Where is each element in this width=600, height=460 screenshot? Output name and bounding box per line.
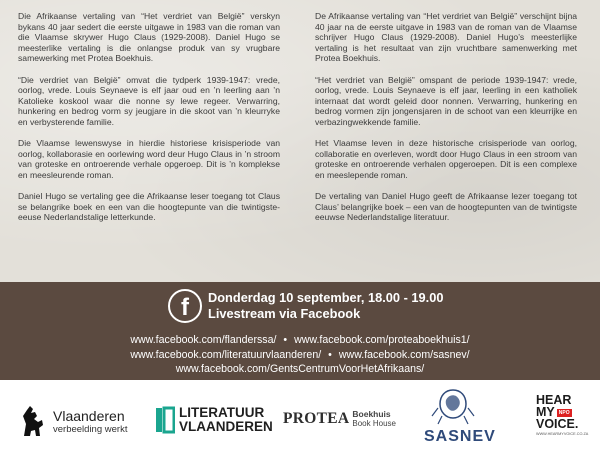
link-literatuurvlaanderen[interactable]: www.facebook.com/literatuurvlaanderen/ [130, 348, 322, 361]
afrikaans-paragraph: “Die verdriet van België” omvat die tydperk 1939-1947: vrede, oorlog, vrede. Louis Seynaeve is elf jaar oud en ’n leerling aan ’n Katolieke koskool waar die nonne sy lewe regeer. Verwarring, hunkering en bedrog vorm sy jeugjare in die skoot van ’n kleurryke en verbysterende familie. [18, 74, 280, 127]
hmv-my: MY [536, 405, 555, 419]
afrikaans-column [18, 11, 280, 233]
link-gentscentrum[interactable]: www.facebook.com/GentsCentrumVoorHetAfrikaans/ [175, 363, 425, 375]
links-row [0, 348, 600, 363]
protea-logo [283, 410, 396, 428]
flemish-lion-icon [20, 404, 46, 438]
sasnev-name: SASNEV [424, 428, 496, 445]
literatuur-line1: LITERATUUR [179, 405, 265, 420]
facebook-f-glyph: f [181, 294, 189, 321]
event-date-time: Donderdag 10 september, 18.00 - 19.00 [208, 290, 444, 305]
event-info [208, 290, 443, 322]
literatuur-mark-icon [155, 404, 175, 436]
vlaanderen-logo [53, 408, 127, 436]
dutch-paragraph: De Afrikaanse vertaling van “Het verdriet van België” verschijnt bijna 40 jaar na de eerste uitgave in 1983 van de roman van de Vlaamse schrijver Hugo Claus (1929-2008). Daniel Hugo’s meesterlijke vertaling is het resultaat van zijn vruchtbare samenwerking met Protea Boekhuis. [315, 11, 577, 64]
dutch-paragraph: De vertaling van Daniel Hugo geeft de Afrikaanse lezer toegang tot Claus’ belangrijke boek – een van de hoogtepunten van de twintigste eeuwse Nederlandstalige literatuur. [315, 191, 577, 223]
sponsor-logos [0, 380, 600, 460]
afrikaans-paragraph: Die Vlaamse lewenswyse in hierdie historiese krisisperiode van oorlog, kollaborasie en oorlewing word deur Hugo Claus in ’n stroom van groteske en ontroerende verhale opgeroep. Dit is ’n komplekse en meesleurende roman. [18, 138, 280, 180]
dutch-paragraph: “Het verdriet van België” omspant de periode 1939-1947: vrede, oorlog, vrede. Louis Seynaeve is elf jaar, leerling in een katholiek internaat dat wordt geleid door nonnen. Verwarring, hunkering en bedrog vormen zijn jongensjaren in de schoot van een kleurrijke en verbazingwekkende familie. [315, 74, 577, 127]
event-livestream: Livestream via Facebook [208, 306, 361, 321]
link-sasnev[interactable]: www.facebook.com/sasnev/ [338, 348, 470, 361]
protea-main: PROTEA [283, 410, 350, 427]
afrikaans-paragraph: Daniel Hugo se vertaling gee die Afrikaanse leser toegang tot Claus se belangrike boek en een van die hoogtepunte van die twintigste-eeuse Nederlandstalige letterkunde. [18, 191, 280, 223]
hmv-line3: VOICE. [536, 417, 579, 431]
protea-bookhouse: Book House [352, 419, 396, 428]
vlaanderen-tagline: verbeelding werkt [53, 424, 128, 435]
links-row [0, 333, 600, 348]
literatuur-line2: VLAANDEREN [179, 419, 273, 434]
link-separator: • [328, 348, 332, 361]
vlaanderen-name: Vlaanderen [53, 408, 125, 424]
dutch-column [315, 11, 577, 233]
link-flanderssa[interactable]: www.facebook.com/flanderssa/ [130, 334, 277, 346]
links-row [0, 362, 600, 377]
link-separator: • [283, 334, 288, 346]
hmv-url: WWW.HEARMYVOICE.CO.ZA [536, 432, 589, 436]
link-proteaboekhuis[interactable]: www.facebook.com/proteaboekhuis1/ [294, 334, 470, 346]
facebook-icon[interactable] [168, 289, 202, 323]
protea-sub [352, 410, 396, 428]
literatuur-vlaanderen-logo [155, 404, 273, 436]
hear-my-voice-logo [536, 393, 589, 436]
sasnev-emblem-icon [428, 386, 478, 428]
sasnev-logo [418, 386, 518, 456]
facebook-links [0, 333, 600, 377]
dutch-paragraph: Het Vlaamse leven in deze historische crisisperiode van oorlog, collaboratie en overleven, wordt door Hugo Claus in een stroom van groteske en ontroerende verhalen opgeroepen. Dit is een complexe en meeslepende roman. [315, 138, 577, 180]
literatuur-words [179, 406, 273, 434]
hmv-badge: NPO [558, 409, 570, 416]
protea-boekhuis: Boekhuis [352, 409, 391, 419]
afrikaans-paragraph: Die Afrikaanse vertaling van “Het verdriet van België” verskyn bykans 40 jaar sedert die eerste uitgawe in 1983 van die roman van die Vlaamse skrywer Hugo Claus (1929-2008). Daniel Hugo se meesterlike vertaling is die onlangse produk van sy vrugbare samewerking met Protea Boekhuis. [18, 11, 280, 64]
hmv-line1: HEAR [536, 393, 572, 407]
